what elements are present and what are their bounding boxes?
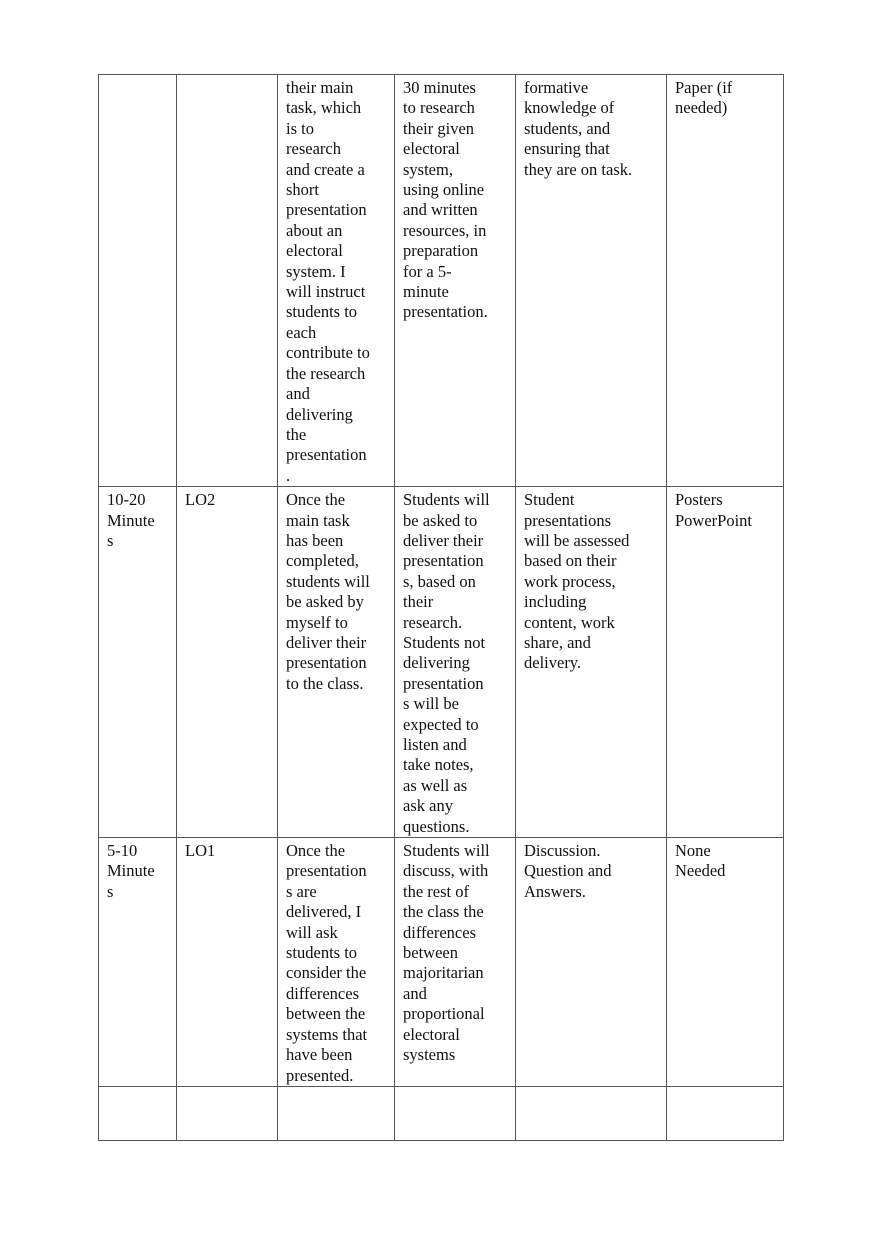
objective-cell	[177, 838, 278, 1087]
assessment-cell	[516, 487, 667, 838]
teacher-activity-cell	[278, 487, 395, 838]
student-activity-cell	[395, 1086, 516, 1140]
table-row	[99, 75, 784, 487]
objective-text: LO2	[185, 490, 216, 510]
teacher-activity-text: their main task, which is to research and create a short presentation about an electoral system. I will instruct students to each contribute to the research and delivering the presentation .	[286, 78, 370, 485]
assessment-cell	[516, 75, 667, 487]
objective-cell	[177, 1086, 278, 1140]
teacher-activity-cell	[278, 838, 395, 1087]
student-activity-text: 30 minutes to research their given electoral system, using online and written resources, in preparation for a 5- minute presentation.	[403, 78, 488, 322]
resources-text: None Needed	[675, 841, 726, 881]
resources-cell	[667, 1086, 784, 1140]
assessment-text: Discussion. Question and Answers.	[524, 841, 612, 901]
objective-text: LO1	[185, 841, 216, 861]
student-activity-text: Students will discuss, with the rest of the class the differences between majoritarian and proportional electoral systems	[403, 841, 490, 1065]
teacher-activity-text: Once the presentation s are delivered, I will ask students to consider the differences between the systems that have been presented.	[286, 841, 368, 1085]
assessment-cell	[516, 838, 667, 1087]
time-cell	[99, 838, 177, 1087]
resources-cell	[667, 75, 784, 487]
resources-text: Posters PowerPoint	[675, 490, 753, 530]
assessment-cell	[516, 1086, 667, 1140]
teacher-activity-cell	[278, 1086, 395, 1140]
resources-cell	[667, 838, 784, 1087]
time-cell	[99, 487, 177, 838]
student-activity-cell	[395, 487, 516, 838]
table-row	[99, 1086, 784, 1140]
student-activity-text: Students will be asked to deliver their presentation s, based on their research. Students not delivering presentation s will be expected to listen and take notes, as well as ask any questions.	[403, 490, 490, 836]
assessment-text: formative knowledge of students, and ensuring that they are on task.	[524, 78, 633, 179]
time-text: 5-10 Minute s	[107, 841, 155, 901]
assessment-text: Student presentations will be assessed based on their work process, including content, work share, and delivery.	[524, 490, 630, 673]
student-activity-cell	[395, 838, 516, 1087]
table-row	[99, 838, 784, 1087]
objective-cell	[177, 75, 278, 487]
resources-text: Paper (if needed)	[675, 78, 733, 118]
time-cell	[99, 1086, 177, 1140]
student-activity-cell	[395, 75, 516, 487]
time-cell	[99, 75, 177, 487]
resources-cell	[667, 487, 784, 838]
objective-cell	[177, 487, 278, 838]
lesson-plan-table	[98, 74, 784, 1141]
teacher-activity-text: Once the main task has been completed, students will be asked by myself to deliver their presentation to the class.	[286, 490, 370, 693]
time-text: 10-20 Minute s	[107, 490, 155, 550]
table-row	[99, 487, 784, 838]
teacher-activity-cell	[278, 75, 395, 487]
